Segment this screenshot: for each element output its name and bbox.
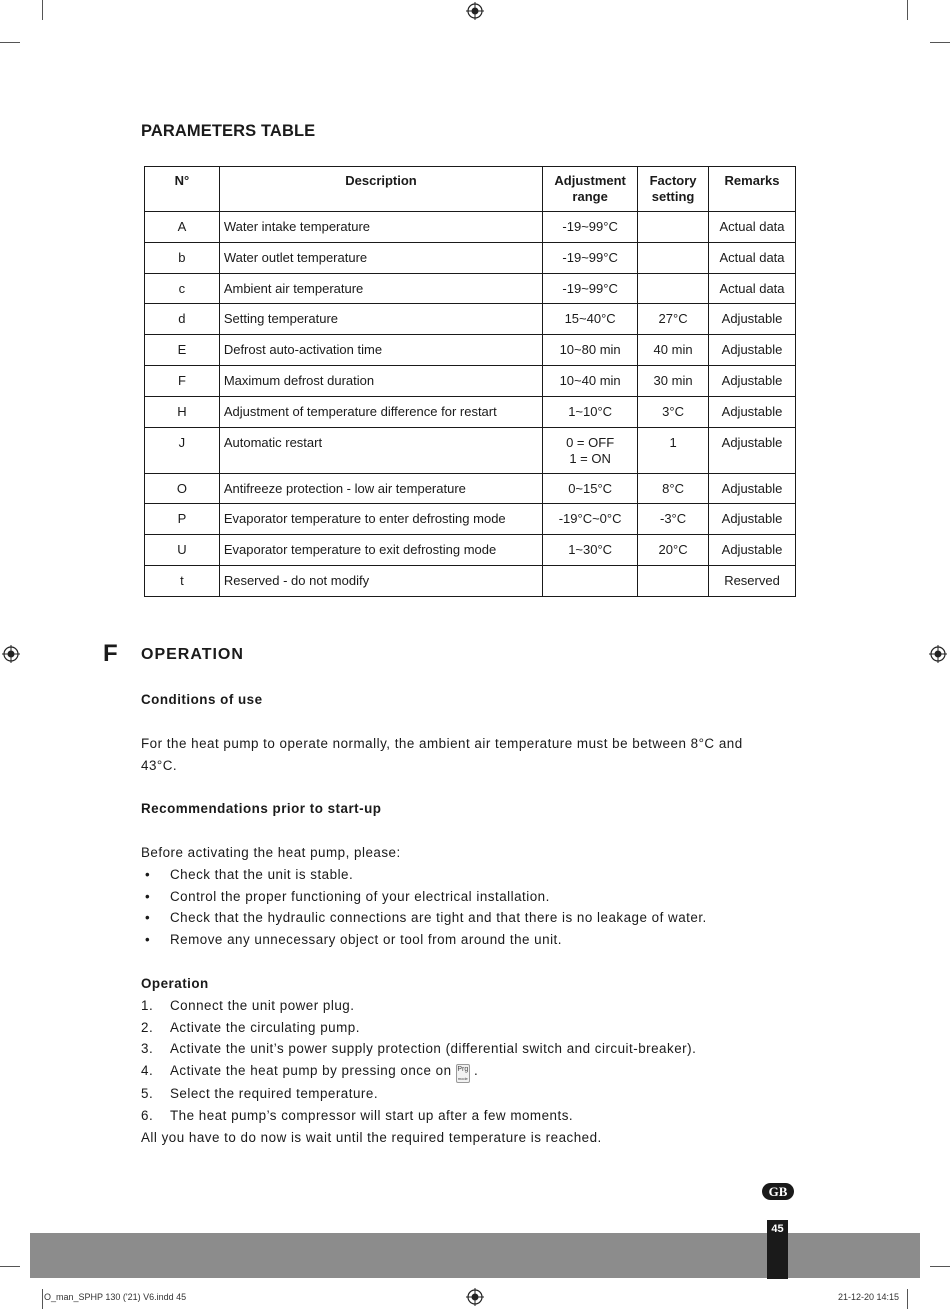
crop-mark: [907, 1289, 908, 1309]
cell-description: Reserved - do not modify: [219, 565, 542, 596]
cell-factory: -3°C: [638, 504, 709, 535]
cell-description: Ambient air temperature: [219, 273, 542, 304]
cell-remarks: Adjustable: [709, 335, 796, 366]
list-item-text: Check that the unit is stable.: [170, 866, 354, 882]
step-item: [141, 1105, 821, 1127]
cell-remarks: Actual data: [709, 242, 796, 273]
crop-mark: [42, 0, 43, 20]
cell-remarks: Reserved: [709, 565, 796, 596]
table-row: [145, 396, 796, 427]
step-suffix: .: [474, 1063, 479, 1079]
slug-filename: O_man_SPHP 130 ('21) V6.indd 45: [44, 1292, 187, 1302]
cell-range-line2: 1 = ON: [569, 450, 611, 466]
cell-factory: 1: [638, 427, 709, 473]
cell-range: [543, 565, 638, 596]
cell-factory: 3°C: [638, 396, 709, 427]
cell-remarks: Adjustable: [709, 473, 796, 504]
cell-factory: 40 min: [638, 335, 709, 366]
list-item: [141, 907, 821, 929]
list-item: [141, 864, 821, 886]
operation-steps-list: [141, 995, 821, 1127]
table-row: [145, 427, 796, 473]
list-item-text: Check that the hydraulic connections are tight and that there is no leakage of water.: [170, 910, 707, 926]
header-factory-line1: Factory: [649, 173, 697, 188]
crop-mark: [930, 1266, 950, 1267]
conditions-block: [141, 689, 821, 711]
header-adjustment-range: [543, 167, 638, 212]
cell-range: [543, 427, 638, 473]
table-row: [145, 304, 796, 335]
list-item-text: Remove any unnecessary object or tool from around the unit.: [170, 932, 562, 948]
cell-factory: 8°C: [638, 473, 709, 504]
section-title: OPERATION: [141, 646, 244, 663]
recommendations-list-block: [141, 842, 821, 951]
crop-mark: [42, 1289, 43, 1309]
cell-description: Defrost auto-activation time: [219, 335, 542, 366]
cell-description: Water intake temperature: [219, 212, 542, 243]
table-row: [145, 473, 796, 504]
cell-range: -19°C~0°C: [543, 504, 638, 535]
step-text: The heat pump’s compressor will start up after a few moments.: [170, 1107, 574, 1123]
table-header-row: [145, 167, 796, 212]
cell-remarks: Adjustable: [709, 304, 796, 335]
registration-mark-icon: [2, 645, 20, 663]
cell-range: 1~10°C: [543, 396, 638, 427]
cell-range: -19~99°C: [543, 212, 638, 243]
prg-mode-button-icon: [456, 1064, 470, 1083]
cell-description: Automatic restart: [219, 427, 542, 473]
table-row: [145, 565, 796, 596]
header-range-line1: Adjustment: [554, 173, 626, 188]
table-row: [145, 504, 796, 535]
recommendations-intro: Before activating the heat pump, please:: [141, 845, 401, 860]
cell-factory: 20°C: [638, 535, 709, 566]
cell-description: Evaporator temperature to enter defrosting mode: [219, 504, 542, 535]
header-remarks: Remarks: [709, 167, 796, 212]
cell-number: c: [145, 273, 220, 304]
cell-description: Setting temperature: [219, 304, 542, 335]
header-number: N°: [145, 167, 220, 212]
cell-range: 0~15°C: [543, 473, 638, 504]
table-row: [145, 242, 796, 273]
step-number: 1.: [141, 997, 154, 1013]
cell-remarks: Adjustable: [709, 427, 796, 473]
registration-mark-icon: [466, 1288, 484, 1306]
step-text: Connect the unit power plug.: [170, 997, 355, 1013]
operation-heading: Operation: [141, 976, 209, 991]
registration-mark-icon: [466, 2, 484, 20]
cell-factory: [638, 242, 709, 273]
step-number: 2.: [141, 1019, 154, 1035]
recommendations-list: [141, 864, 821, 951]
prg-label: Prg: [457, 1066, 469, 1074]
cell-description: Maximum defrost duration: [219, 365, 542, 396]
step-text: Select the required temperature.: [170, 1086, 379, 1102]
header-description: Description: [219, 167, 542, 212]
crop-mark: [0, 1266, 20, 1267]
registration-mark-icon: [929, 645, 947, 663]
cell-factory: [638, 565, 709, 596]
cell-remarks: Adjustable: [709, 396, 796, 427]
cell-range: 15~40°C: [543, 304, 638, 335]
cell-range: 10~40 min: [543, 365, 638, 396]
cell-number: P: [145, 504, 220, 535]
cell-range: -19~99°C: [543, 273, 638, 304]
cell-description: Evaporator temperature to exit defrosting mode: [219, 535, 542, 566]
cell-remarks: Adjustable: [709, 535, 796, 566]
page-number: 45: [767, 1220, 788, 1279]
crop-mark: [907, 0, 908, 20]
closing-text: All you have to do now is wait until the required temperature is reached.: [141, 1129, 602, 1145]
cell-factory: 27°C: [638, 304, 709, 335]
list-item-text: Control the proper functioning of your electrical installation.: [170, 888, 550, 904]
step-item: [141, 1038, 821, 1060]
cell-number: d: [145, 304, 220, 335]
cell-number: F: [145, 365, 220, 396]
list-item: [141, 929, 821, 951]
cell-remarks: Actual data: [709, 212, 796, 243]
table-row: [145, 273, 796, 304]
conditions-text: For the heat pump to operate normally, the ambient air temperature must be between 8°C and 43°C.: [141, 736, 743, 773]
recommendations-block: [141, 798, 821, 820]
cell-number: O: [145, 473, 220, 504]
table-row: [145, 335, 796, 366]
bullet-icon: •: [145, 910, 151, 926]
cell-number: E: [145, 335, 220, 366]
step-text: Activate the heat pump by pressing once on: [170, 1063, 452, 1079]
cell-range: 1~30°C: [543, 535, 638, 566]
parameters-table: [144, 166, 796, 597]
mode-label: mode: [457, 1076, 468, 1082]
header-factory-line2: setting: [651, 189, 695, 204]
bullet-icon: •: [145, 866, 151, 882]
table-row: [145, 212, 796, 243]
cell-remarks: Actual data: [709, 273, 796, 304]
conditions-heading: Conditions of use: [141, 692, 263, 707]
table-row: [145, 365, 796, 396]
step-text: Activate the circulating pump.: [170, 1019, 360, 1035]
cell-description: Water outlet temperature: [219, 242, 542, 273]
cell-number: J: [145, 427, 220, 473]
crop-mark: [0, 42, 20, 43]
operation-steps-block: [141, 973, 821, 1149]
cell-remarks: Adjustable: [709, 365, 796, 396]
header-range-line2: range: [572, 189, 608, 204]
step-item: [141, 1083, 821, 1105]
cell-number: H: [145, 396, 220, 427]
conditions-paragraph: [141, 733, 781, 777]
list-item: [141, 886, 821, 908]
recommendations-heading: Recommendations prior to start-up: [141, 801, 382, 816]
step-text: Activate the unit’s power supply protection (differential switch and circuit-breaker).: [170, 1041, 697, 1057]
cell-range: 10~80 min: [543, 335, 638, 366]
cell-number: t: [145, 565, 220, 596]
step-number: 6.: [141, 1107, 154, 1123]
bullet-icon: •: [145, 932, 151, 948]
step-number: 5.: [141, 1086, 154, 1102]
step-number: 3.: [141, 1041, 154, 1057]
cell-range: -19~99°C: [543, 242, 638, 273]
step-item: [141, 1017, 821, 1039]
bullet-icon: •: [145, 888, 151, 904]
table-row: [145, 535, 796, 566]
step-number: 4.: [141, 1063, 154, 1079]
section-letter: F: [103, 640, 118, 667]
slug-datetime: 21-12-20 14:15: [838, 1292, 900, 1302]
header-factory-setting: [638, 167, 709, 212]
step-item: [141, 995, 821, 1017]
cell-factory: [638, 273, 709, 304]
cell-factory: [638, 212, 709, 243]
parameters-table-title: PARAMETERS TABLE: [141, 122, 316, 140]
cell-number: U: [145, 535, 220, 566]
cell-description: Adjustment of temperature difference for restart: [219, 396, 542, 427]
cell-factory: 30 min: [638, 365, 709, 396]
crop-mark: [930, 42, 950, 43]
step-item: [141, 1060, 821, 1083]
cell-number: b: [145, 242, 220, 273]
language-badge: GB: [762, 1183, 794, 1200]
cell-description: Antifreeze protection - low air temperature: [219, 473, 542, 504]
cell-remarks: Adjustable: [709, 504, 796, 535]
cell-number: A: [145, 212, 220, 243]
cell-range-line1: 0 = OFF: [566, 434, 615, 450]
